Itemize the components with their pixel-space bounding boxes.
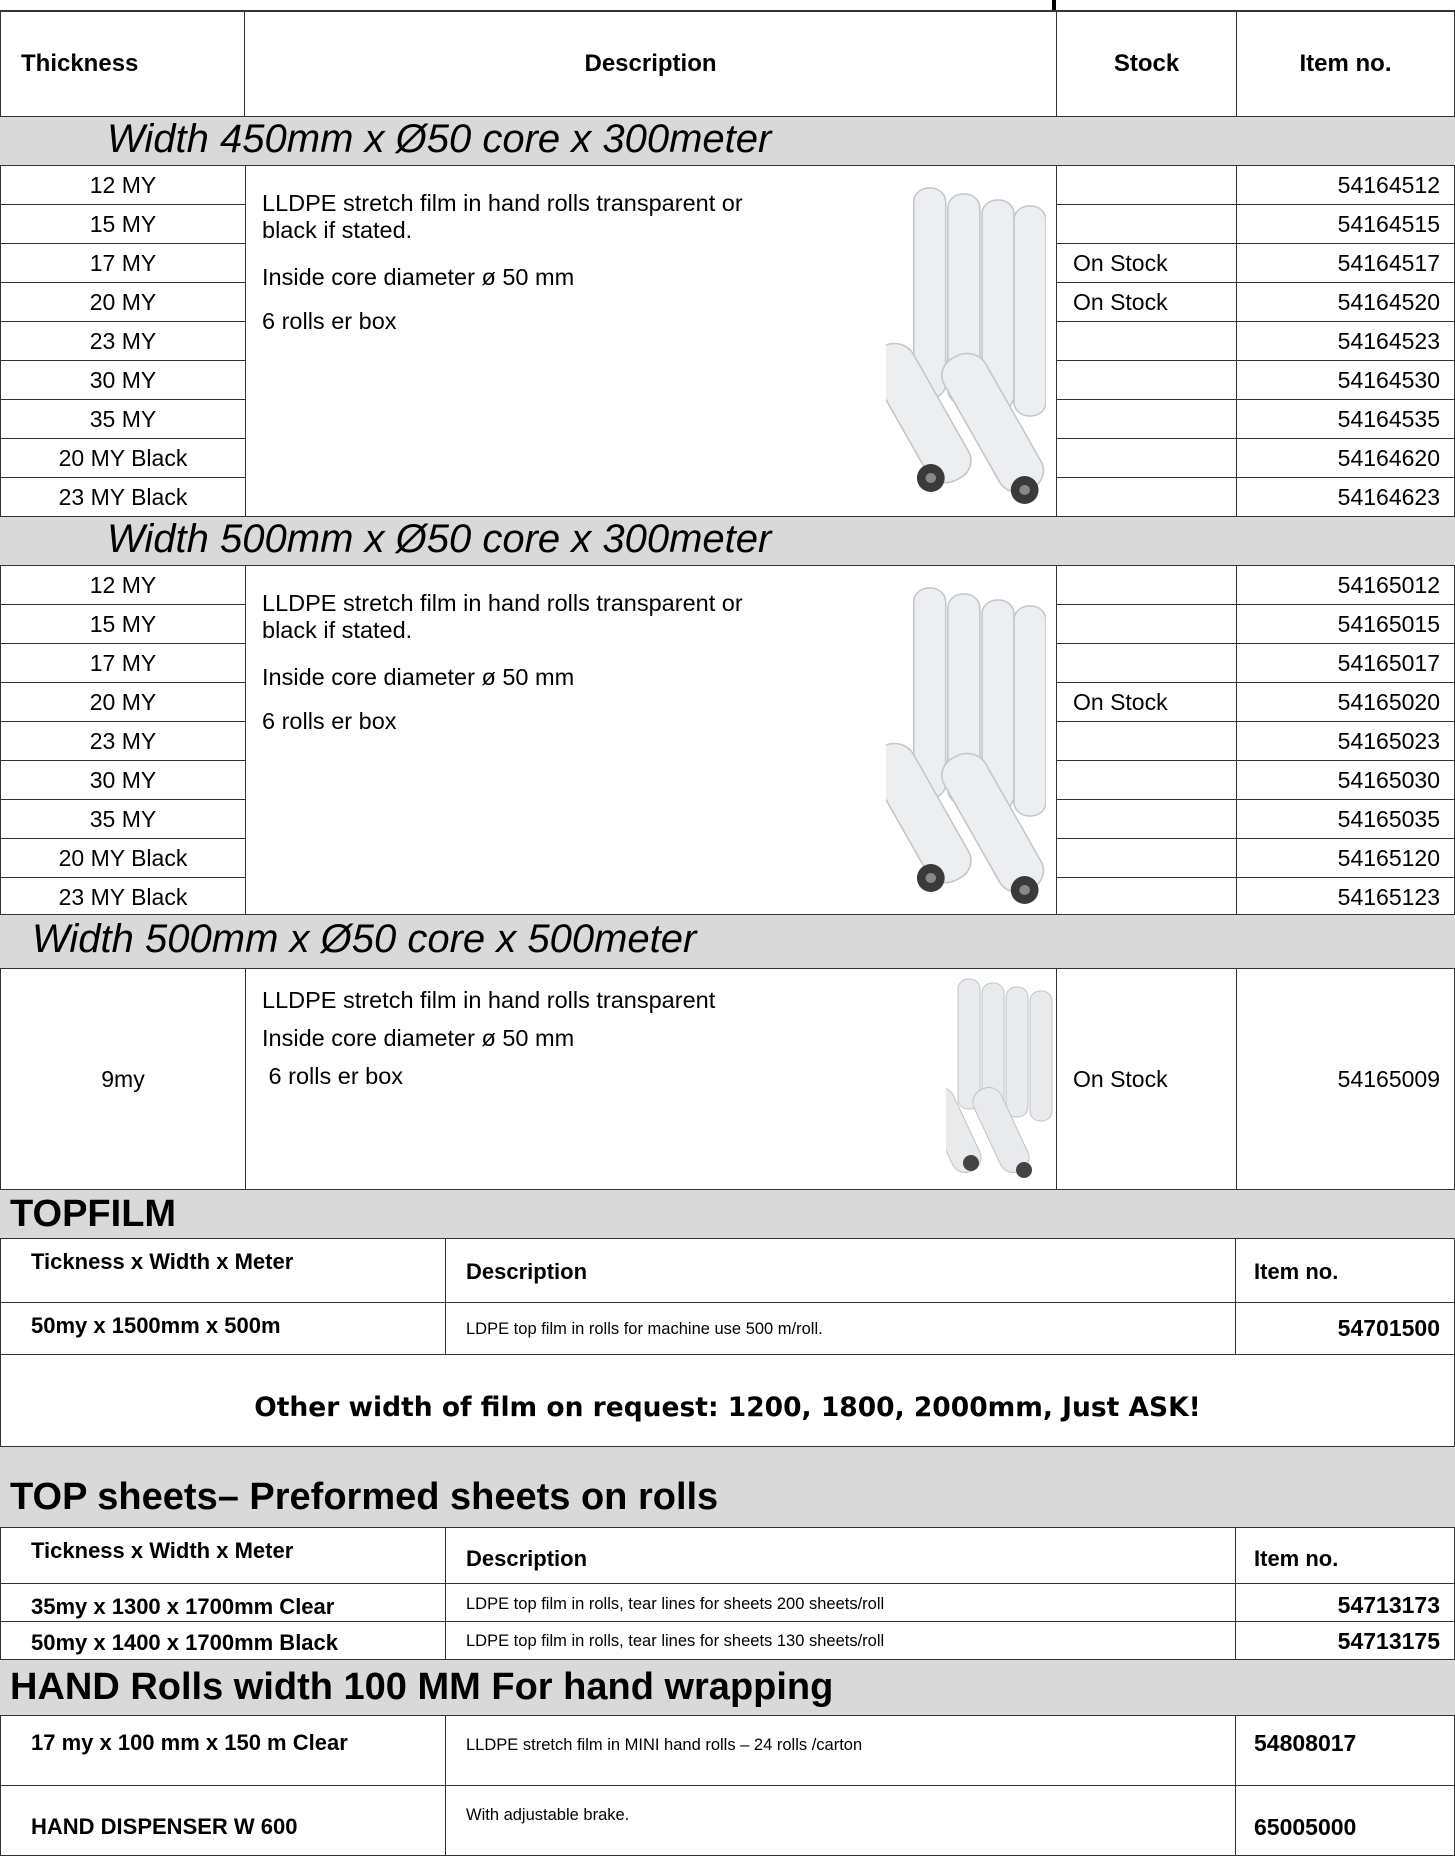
section-450-title: Width 450mm x Ø50 core x 300meter <box>107 117 772 161</box>
row-item: 54165017 <box>1237 644 1455 683</box>
desc-line: Inside core diameter ø 50 mm <box>262 1025 575 1051</box>
row-stock <box>1057 644 1237 683</box>
row-thickness: 23 MY <box>0 322 246 361</box>
row-item: 54165120 <box>1237 839 1455 878</box>
row-item: 54164512 <box>1237 166 1455 205</box>
stretch-film-image <box>886 178 1046 516</box>
row-thickness: 35 MY <box>0 400 246 439</box>
row-description <box>246 166 1057 517</box>
row-item: 54164515 <box>1237 205 1455 244</box>
row-thickness: 20 MY Black <box>0 439 246 478</box>
topsheets-col-desc: Description <box>446 1528 1236 1584</box>
row-stock <box>1057 878 1237 917</box>
row-description <box>246 969 1057 1190</box>
row-thickness: 12 MY <box>0 166 246 205</box>
row-stock <box>1057 761 1237 800</box>
row-thickness: 20 MY Black <box>0 839 246 878</box>
header-item-no: Item no. <box>1237 11 1455 117</box>
row-item: 54165012 <box>1237 566 1455 605</box>
row-stock <box>1057 722 1237 761</box>
topsheets-row-spec: 50my x 1400 x 1700mm Black <box>0 1622 446 1660</box>
row-thickness: 17 MY <box>0 244 246 283</box>
row-stock <box>1057 800 1237 839</box>
row-stock <box>1057 361 1237 400</box>
row-item: 54165035 <box>1237 800 1455 839</box>
page-top-marker <box>1052 0 1056 10</box>
row-description <box>246 566 1057 917</box>
row-stock <box>1057 400 1237 439</box>
stretch-film-image <box>886 578 1046 916</box>
row-item: 54164620 <box>1237 439 1455 478</box>
topsheets-title: TOP sheets– Preformed sheets on rolls <box>0 1447 1455 1528</box>
handrolls-title: HAND Rolls width 100 MM For hand wrapping <box>0 1660 1455 1716</box>
request-note: Other width of film on request: 1200, 1800, 2000mm, Just ASK! <box>254 1392 1201 1423</box>
handrolls-row-item: 54808017 <box>1236 1716 1455 1786</box>
stretch-film-image <box>946 975 1056 1185</box>
row-thickness: 9my <box>0 969 246 1190</box>
handrolls-row-spec: 17 my x 100 mm x 150 m Clear <box>0 1716 446 1786</box>
row-thickness: 23 MY <box>0 722 246 761</box>
row-stock: On Stock <box>1057 683 1237 722</box>
row-stock <box>1057 566 1237 605</box>
topsheets-col-item: Item no. <box>1236 1528 1455 1584</box>
row-item: 54165023 <box>1237 722 1455 761</box>
desc-line: 6 rolls er box <box>262 708 397 734</box>
row-item: 54165020 <box>1237 683 1455 722</box>
section-450-header <box>0 116 1455 166</box>
row-thickness: 23 MY Black <box>0 878 246 917</box>
row-stock: On Stock <box>1057 283 1237 322</box>
desc-line: LLDPE stretch film in hand rolls transparent <box>262 987 716 1013</box>
row-item: 54165123 <box>1237 878 1455 917</box>
desc-line: 6 rolls er box <box>262 308 397 334</box>
section-500-500-header <box>0 914 1455 969</box>
section-500-300-header <box>0 516 1455 566</box>
topsheets-row-desc: LDPE top film in rolls, tear lines for sheets 200 sheets/roll <box>446 1584 1236 1622</box>
row-stock: On Stock <box>1057 969 1237 1190</box>
topsheets-row-spec: 35my x 1300 x 1700mm Clear <box>0 1584 446 1622</box>
topfilm-col-spec: Tickness x Width x Meter <box>0 1239 446 1303</box>
row-item: 54164520 <box>1237 283 1455 322</box>
desc-line: LLDPE stretch film in hand rolls transparent or <box>262 590 743 616</box>
topfilm-row-desc: LDPE top film in rolls for machine use 500 m/roll. <box>446 1303 1236 1355</box>
row-stock <box>1057 839 1237 878</box>
row-item: 54164623 <box>1237 478 1455 517</box>
row-item: 54165030 <box>1237 761 1455 800</box>
row-stock <box>1057 322 1237 361</box>
row-stock <box>1057 166 1237 205</box>
row-thickness: 15 MY <box>0 205 246 244</box>
handrolls-row-desc: With adjustable brake. <box>446 1786 1236 1856</box>
row-thickness: 17 MY <box>0 644 246 683</box>
desc-line: black if stated. <box>262 617 413 643</box>
topsheets-row-item: 54713173 <box>1236 1584 1455 1622</box>
desc-line: 6 rolls er box <box>262 1063 404 1089</box>
header-description: Description <box>245 11 1057 117</box>
header-stock: Stock <box>1057 11 1237 117</box>
section-500-300-title: Width 500mm x Ø50 core x 300meter <box>107 517 772 561</box>
topsheets-row-item: 54713175 <box>1236 1622 1455 1660</box>
row-item: 54165009 <box>1237 969 1455 1190</box>
topfilm-title: TOPFILM <box>0 1190 1455 1239</box>
row-item: 54164530 <box>1237 361 1455 400</box>
row-stock <box>1057 205 1237 244</box>
header-thickness: Thickness <box>0 11 245 117</box>
row-item: 54164517 <box>1237 244 1455 283</box>
row-item: 54164535 <box>1237 400 1455 439</box>
row-thickness: 12 MY <box>0 566 246 605</box>
topfilm-row-spec: 50my x 1500mm x 500m <box>0 1303 446 1355</box>
handrolls-row-item: 65005000 <box>1236 1786 1455 1856</box>
handrolls-row-desc: LLDPE stretch film in MINI hand rolls – 24 rolls /carton <box>446 1716 1236 1786</box>
row-item: 54165015 <box>1237 605 1455 644</box>
topfilm-row-item: 54701500 <box>1236 1303 1455 1355</box>
row-thickness: 23 MY Black <box>0 478 246 517</box>
section-500-500-title: Width 500mm x Ø50 core x 500meter <box>32 917 697 961</box>
desc-line: Inside core diameter ø 50 mm <box>262 264 575 290</box>
row-thickness: 20 MY <box>0 283 246 322</box>
row-stock: On Stock <box>1057 244 1237 283</box>
row-thickness: 30 MY <box>0 761 246 800</box>
row-item: 54164523 <box>1237 322 1455 361</box>
row-thickness: 20 MY <box>0 683 246 722</box>
topsheets-row-desc: LDPE top film in rolls, tear lines for sheets 130 sheets/roll <box>446 1622 1236 1660</box>
topfilm-col-desc: Description <box>446 1239 1236 1303</box>
desc-line: LLDPE stretch film in hand rolls transparent or <box>262 190 743 216</box>
row-thickness: 30 MY <box>0 361 246 400</box>
row-stock <box>1057 478 1237 517</box>
row-stock <box>1057 605 1237 644</box>
topfilm-col-item: Item no. <box>1236 1239 1455 1303</box>
row-thickness: 15 MY <box>0 605 246 644</box>
topsheets-col-spec: Tickness x Width x Meter <box>0 1528 446 1584</box>
row-stock <box>1057 439 1237 478</box>
row-thickness: 35 MY <box>0 800 246 839</box>
desc-line: Inside core diameter ø 50 mm <box>262 664 575 690</box>
handrolls-row-spec: HAND DISPENSER W 600 <box>0 1786 446 1856</box>
desc-line: black if stated. <box>262 217 413 243</box>
